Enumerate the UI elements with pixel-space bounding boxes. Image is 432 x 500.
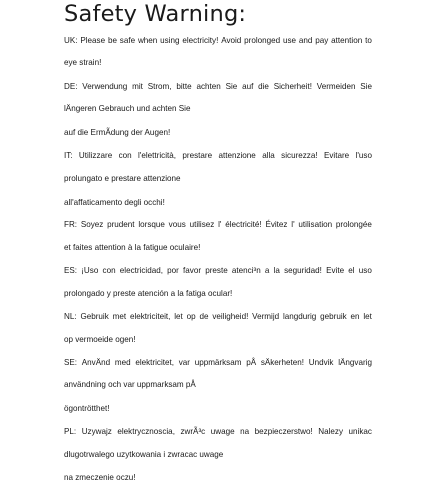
- warning-word: when: [137, 36, 158, 45]
- warning-word: seguridad!: [284, 266, 322, 275]
- warning-word: langdurig: [282, 312, 317, 321]
- warning-word: atenci³n: [231, 266, 261, 275]
- warning-line: [64, 358, 372, 368]
- warning-word: elektrycznoscia,: [117, 427, 175, 436]
- warning-line: [64, 58, 101, 68]
- warning-word: PL:: [64, 427, 77, 436]
- warning-word: pay: [315, 36, 329, 45]
- warning-word: Please: [80, 36, 106, 45]
- warning-word: op vermoeide ogen!: [64, 335, 136, 344]
- warning-word: en: [350, 312, 360, 321]
- warning-line: [64, 450, 223, 460]
- warning-word: attenzione: [218, 151, 256, 160]
- warning-word: Avoid: [221, 36, 242, 45]
- warning-word: utilisez: [189, 220, 215, 229]
- warning-word: let: [174, 312, 183, 321]
- warning-line: [64, 404, 109, 414]
- warning-word: using: [160, 36, 180, 45]
- warning-word: vous: [168, 220, 186, 229]
- warning-word: Soyez: [80, 220, 104, 229]
- warning-word: eye strain!: [64, 58, 102, 67]
- warning-word: elektricitet,: [135, 358, 174, 367]
- warning-word: bezpieczerstwo!: [254, 427, 313, 436]
- warning-word: gebruik: [320, 312, 347, 321]
- warning-word: Evite: [326, 266, 345, 275]
- warning-word: la: [273, 266, 280, 275]
- warning-word: let: [363, 312, 372, 321]
- warning-word: use: [283, 36, 297, 45]
- warning-word: var: [178, 358, 190, 367]
- warning-word: IT:: [64, 151, 73, 160]
- warning-word: användning och var uppmarksam pÅ: [64, 380, 196, 389]
- warning-word: prolonged: [244, 36, 281, 45]
- warning-line: [64, 473, 136, 483]
- warning-word: con: [118, 151, 132, 160]
- warning-word: safe: [119, 36, 136, 45]
- warning-word: Sie: [225, 82, 238, 91]
- warning-word: Undvik: [308, 358, 334, 367]
- warning-word: prudent: [107, 220, 135, 229]
- warning-line: [64, 82, 372, 92]
- warning-word: elektriciteit,: [129, 312, 171, 321]
- warning-word: all'affaticamento degli occhi!: [64, 198, 165, 207]
- warning-word: veiligheid!: [212, 312, 249, 321]
- warning-word: op: [186, 312, 196, 321]
- document-title: Safety Warning:: [64, 1, 247, 27]
- warning-word: l': [218, 220, 222, 229]
- warning-word: favor: [183, 266, 202, 275]
- warning-line: [64, 36, 372, 46]
- warning-line: [64, 312, 372, 322]
- warning-word: die: [258, 82, 269, 91]
- warning-line: [64, 198, 165, 208]
- warning-word: preste: [205, 266, 228, 275]
- warning-word: uso: [358, 266, 372, 275]
- warning-word: alla: [262, 151, 275, 160]
- warning-line: [64, 151, 372, 161]
- warning-word: zwrÃ³c: [180, 427, 206, 436]
- warning-word: Vermijd: [252, 312, 280, 321]
- warning-line: [64, 243, 200, 253]
- warning-word: auf die ErmÃdung der Augen!: [64, 128, 171, 137]
- warning-word: lorsque: [138, 220, 165, 229]
- warning-word: por: [167, 266, 179, 275]
- warning-word: et faites attention à la fatigue oculaire!: [64, 243, 201, 252]
- warning-word: l'elettricità,: [138, 151, 176, 160]
- warning-word: l'uso: [355, 151, 372, 160]
- warning-word: attention: [331, 36, 363, 45]
- warning-word: Strom,: [147, 82, 172, 91]
- warning-word: Évitez: [265, 220, 288, 229]
- warning-word: UK:: [64, 36, 78, 45]
- warning-word: bitte: [176, 82, 192, 91]
- warning-line: [64, 266, 372, 276]
- warning-word: uwage: [210, 427, 235, 436]
- warning-word: ¡Uso: [81, 266, 99, 275]
- warning-line: [64, 335, 136, 345]
- warning-word: DE:: [64, 82, 78, 91]
- warning-word: l': [291, 220, 295, 229]
- warning-line: [64, 128, 170, 138]
- warning-line: [64, 289, 232, 299]
- warning-word: utilisation: [298, 220, 333, 229]
- warning-word: AnvÄnd: [81, 358, 111, 367]
- warning-word: achten: [196, 82, 221, 91]
- warning-word: NL:: [64, 312, 77, 321]
- warning-word: Verwendung: [82, 82, 128, 91]
- warning-word: pÅ: [246, 358, 257, 367]
- warning-word: lÄngvarig: [338, 358, 372, 367]
- warning-word: med: [114, 358, 131, 367]
- warning-word: electricity!: [182, 36, 219, 45]
- warning-word: prolongado y preste atención a la fatiga ocular!: [64, 289, 233, 298]
- warning-word: électricité!: [225, 220, 262, 229]
- warning-word: ES:: [64, 266, 78, 275]
- warning-word: SE:: [64, 358, 78, 367]
- warning-word: be: [107, 36, 117, 45]
- warning-word: to: [365, 36, 372, 45]
- warning-word: sicurezza!: [281, 151, 318, 160]
- warning-line: [64, 104, 190, 114]
- warning-word: con: [102, 266, 116, 275]
- warning-word: lÄngeren Gebrauch und achten Sie: [64, 104, 191, 113]
- warning-word: auf: [242, 82, 254, 91]
- warning-word: Utilizzare: [78, 151, 113, 160]
- warning-line: [64, 427, 372, 437]
- warning-line: [64, 220, 372, 230]
- warning-word: Nalezy: [318, 427, 343, 436]
- warning-word: Sie: [360, 82, 372, 91]
- warning-word: Evitare: [323, 151, 350, 160]
- warning-word: and: [298, 36, 313, 45]
- warning-word: ögontrötthet!: [64, 404, 110, 413]
- warning-word: Uzywajz: [81, 427, 112, 436]
- warning-word: prolongée: [335, 220, 372, 229]
- warning-word: na: [240, 427, 250, 436]
- warning-word: electricidad,: [119, 266, 163, 275]
- warning-word: el: [348, 266, 355, 275]
- warning-word: uppmärksam: [194, 358, 242, 367]
- warning-line: [64, 174, 181, 184]
- warning-word: prolungato e prestare attenzione: [64, 174, 181, 183]
- warning-word: Vermeiden: [316, 82, 356, 91]
- warning-word: mit: [132, 82, 143, 91]
- warning-word: Sicherheit!: [273, 82, 312, 91]
- warning-word: a: [264, 266, 270, 275]
- warning-word: FR:: [64, 220, 78, 229]
- warning-word: met: [112, 312, 127, 321]
- warning-word: dlugotrwalego uzytkowania i zwracac uwage: [64, 450, 224, 459]
- warning-word: unikac: [348, 427, 372, 436]
- warning-word: sÄkerheten!: [260, 358, 305, 367]
- warning-line: [64, 380, 196, 390]
- warning-word: na zmeczenie oczu!: [64, 473, 136, 482]
- warning-word: Gebruik: [80, 312, 109, 321]
- warning-word: prestare: [182, 151, 213, 160]
- warning-word: de: [199, 312, 209, 321]
